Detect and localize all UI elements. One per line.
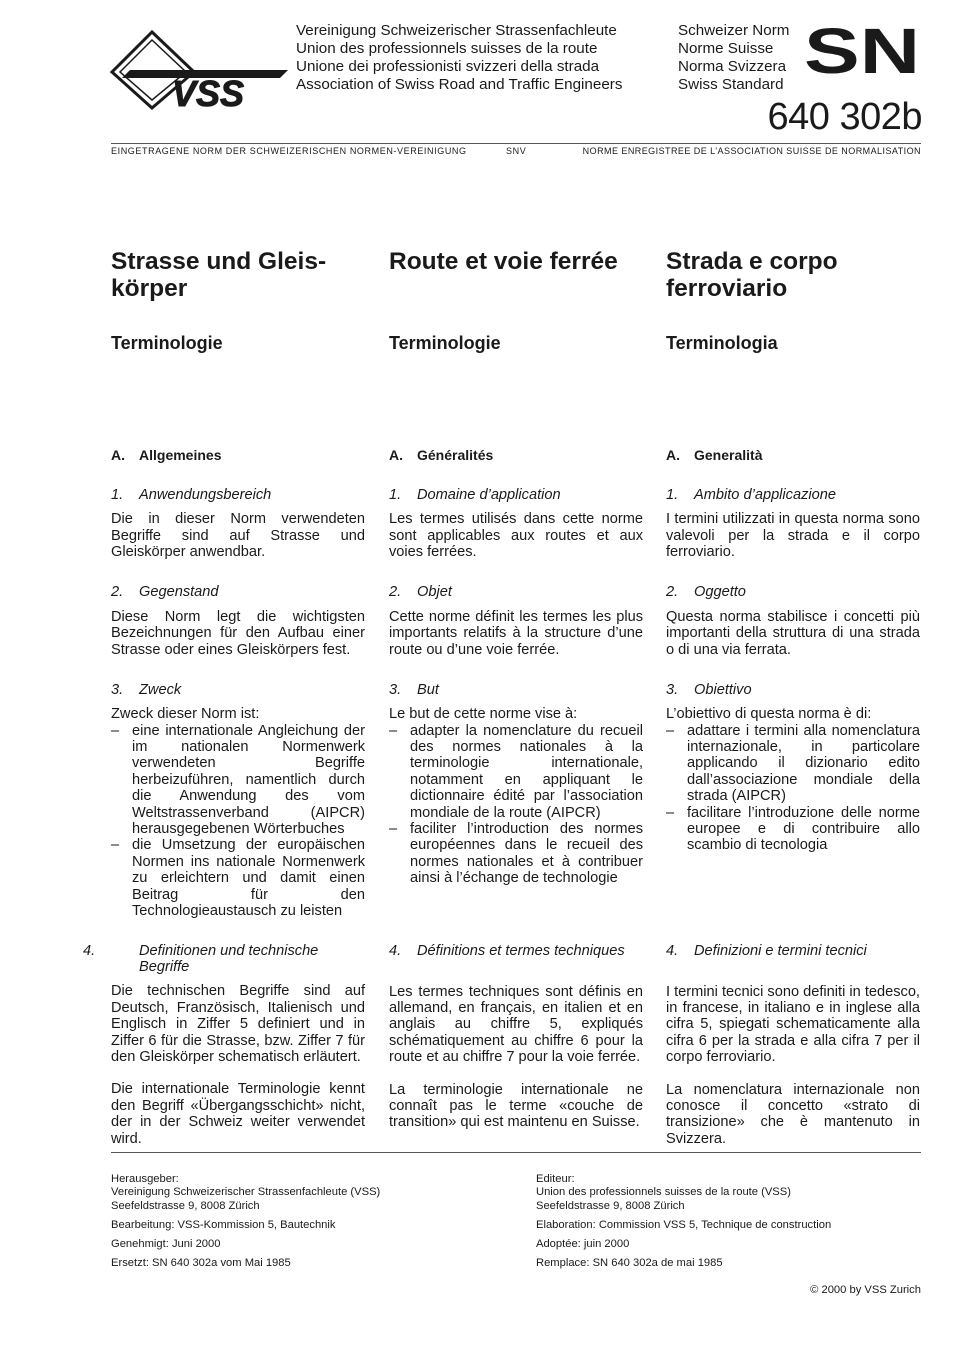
publisher-name: Vereinigung Schweizerischer Strassenfachleute (VSS) [111,1186,381,1199]
vss-logo-text: VSS [171,73,245,112]
approval-date: Genehmigt: Juni 2000 [111,1237,221,1250]
list-item: – adapter la nomenclature du recueil des normes nationales à la terminologie internationale, notamment en appliquant le dictionnaire édité par l’association mondiale de la route (AIPCR) [389,723,643,821]
header-divider [111,143,921,144]
subsection-heading: 2. Oggetto [666,584,746,601]
section-heading: A. Allgemeines [111,447,222,463]
paragraph: Les termes techniques sont définis en allemand, en français, en italien et en anglais au chiffre 5, expliqués schématiquement au chiffre 6 pour la route et au chiffre 7 pour la voie ferrée. [389,983,643,1066]
paragraph: Die technischen Begriffe sind auf Deutsch, Französisch, Italienisch und Englisch in Ziffer 5 definiert und in Ziffer 6 für die Strasse, bzw. Ziffer 7 für den Gleiskörper schematisch erläutert. [111,983,365,1065]
org-line-en: Association of Swiss Road and Traffic Engineers [296,76,623,93]
purpose-list [666,723,920,920]
org-line-fr: Union des professionnels suisses de la route [296,40,598,57]
paragraph: La nomenclatura internazionale non conosce il concetto «strato di transizione» che è mantenuto in Svizzera. [666,1081,920,1147]
subsection-heading: 1. Domaine d’application [389,487,561,503]
column-german [83,248,365,1147]
list-item: – eine internationale Angleichung der im nationalen Normenwerk verwendeten Begriffe herbeizuführen, namentlich durch die Anwendung des vom Weltstrassenverband (AIPCR) herausgegebenen Wörterbuches [111,723,365,838]
list-intro: Le but de cette norme vise à: [389,706,578,723]
approval-date: Adoptée: juin 2000 [536,1237,630,1250]
paragraph: Cette norme définit les termes les plus importants relatifs à la structure d’une route ou d’une voie ferrée. [389,608,643,658]
column-title: Strasse und Gleis- körper [111,248,327,302]
column-title: Route et voie ferrée [389,248,618,275]
paragraph: Die in dieser Norm verwendeten Begriffe sind auf Strasse und Gleiskörper anwendbar. [111,511,365,561]
footer-publisher-german [111,1173,521,1270]
paragraph: Questa norma stabilisce i concetti più importanti della struttura di una strada o di una via ferrata. [666,608,920,658]
registration-snv: SNV [506,146,527,156]
copyright: © 2000 by VSS Zurich [810,1284,921,1296]
paragraph: I termini utilizzati in questa norma sono valevoli per la strada e il corpo ferroviario. [666,511,920,561]
replaces-info: Remplace: SN 640 302a de mai 1985 [536,1256,723,1269]
editing-info: Elaboration: Commission VSS 5, Technique de construction [536,1218,832,1231]
column-italian [666,248,920,1147]
publisher-label: Herausgeber: [111,1173,179,1185]
registration-de: EINGETRAGENE NORM DER SCHWEIZERISCHEN NORMEN-VEREINIGUNG [111,146,467,156]
publisher-address: Seefeldstrasse 9, 8008 Zürich [111,1199,260,1212]
standard-line-en: Swiss Standard [678,76,784,93]
subsection-heading: 3. Zweck [111,681,182,698]
paragraph: I termini tecnici sono definiti in tedesco, in francese, in italiano e in inglese alla cifra 5, spiegati schematicamente alla cifra 6 per la strada e alla cifra 7 per il corpo ferroviario. [666,983,920,1066]
list-item: – faciliter l’introduction des normes européennes dans le recueil des normes nationales et à contribuer ainsi à l’échange de technologie [389,821,643,887]
column-french [389,248,643,1131]
subsection-heading: 1. Ambito d’applicazione [666,487,836,503]
sn-logo-text: SN [804,24,920,76]
section-heading: A. Généralités [389,447,494,463]
paragraph: Die internationale Terminologie kennt den Begriff «Übergangsschicht» nicht, der in der Schweiz weiter verwendet wird. [111,1081,365,1147]
replaces-info: Ersetzt: SN 640 302a vom Mai 1985 [111,1256,291,1269]
list-item: – facilitare l’introduzione delle norme europee e di contribuire allo scambio di tecnologia [666,805,920,854]
paragraph: Les termes utilisés dans cette norme sont applicables aux routes et aux voies ferrées. [389,511,643,561]
column-subtitle: Terminologia [666,333,778,353]
org-line-de: Vereinigung Schweizerischer Strassenfachleute [296,22,617,39]
purpose-list [389,723,643,920]
standard-line-it: Norma Svizzera [678,58,787,75]
publisher-label: Editeur: [536,1173,575,1185]
standard-type-names [678,22,789,94]
standard-line-fr: Norme Suisse [678,40,774,57]
paragraph: Diese Norm legt die wichtigsten Bezeichnungen für den Aufbau einer Strasse oder eines Gleiskörpers fest. [111,608,365,658]
column-title: Strada e corpo ferroviario [666,248,838,302]
subsection-heading: 2. Gegenstand [111,584,219,601]
subsection-heading: 4. Definizioni e termini tecnici [666,942,867,959]
list-intro: L’obiettivo di questa norma è di: [666,706,872,723]
subsection-heading: 3. Obiettivo [666,681,752,698]
subsection-heading: 4. Definitionen und technische Begriffe [83,942,319,975]
paragraph: La terminologie internationale ne connaît pas le terme «couche de transition» qui est maintenu en Suisse. [389,1081,643,1131]
list-item: – die Umsetzung der europäischen Normen ins nationale Normenwerk zu erleichtern und damit einen Beitrag für den Technologieaustausch zu leisten [111,837,365,919]
column-subtitle: Terminologie [111,333,223,353]
footer-divider [111,1152,921,1153]
org-line-it: Unione dei professionisti svizzeri della strada [296,58,600,75]
subsection-heading: 1. Anwendungsbereich [111,487,272,503]
editing-info: Bearbeitung: VSS-Kommission 5, Bautechnik [111,1218,336,1231]
purpose-list [111,723,365,920]
list-intro: Zweck dieser Norm ist: [111,706,260,723]
publisher-name: Union des professionnels suisses de la route (VSS) [536,1186,791,1199]
vss-logo [110,30,290,112]
standard-line-de: Schweizer Norm [678,22,790,39]
sn-logo [803,24,921,76]
list-item: – adattare i termini alla nomenclatura internazionale, in particolare applicando il dizionario edito dall’associazione mondiale della strada (AIPCR) [666,723,920,805]
standard-number: 640 302b [767,96,922,138]
organization-names [296,22,622,94]
subsection-heading: 3. But [389,681,439,698]
publisher-address: Seefeldstrasse 9, 8008 Zürich [536,1199,685,1212]
column-subtitle: Terminologie [389,333,501,353]
footer-publisher-french [536,1173,921,1270]
subsection-heading: 4. Définitions et termes techniques [389,942,625,959]
registration-fr: NORME ENREGISTREE DE L’ASSOCIATION SUISSE DE NORMALISATION [582,146,921,156]
section-heading: A. Generalità [666,447,763,463]
subsection-heading: 2. Objet [389,584,452,601]
